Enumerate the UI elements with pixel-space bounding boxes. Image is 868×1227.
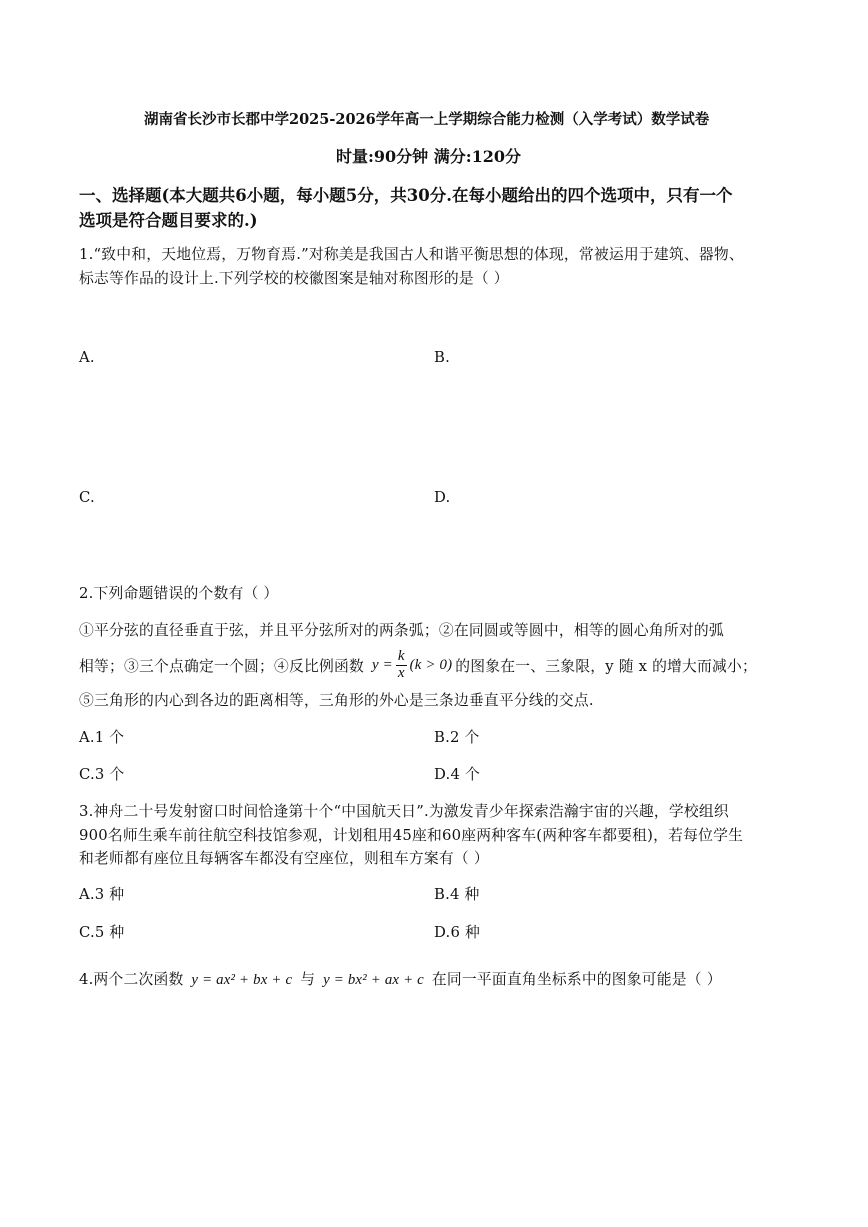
section-heading-line2: 选项是符合题目要求的.): [79, 211, 258, 230]
q1-option-d: D.: [434, 489, 451, 506]
q2-eq-y: y =: [371, 656, 393, 673]
q3-option-d: D.6 种: [434, 924, 480, 941]
q1-option-a: A.: [79, 349, 95, 366]
q3-option-a: A.3 种: [79, 886, 125, 903]
q3-line2: 900名师生乘车前往航空科技馆参观，计划租用45座和60座两种客车(两种客车都要租)，若每位学生: [79, 827, 744, 844]
q3-option-b: B.4 种: [434, 886, 480, 903]
q3-line3: 和老师都有座位且每辆客车都没有空座位，则租车方案有（ ）: [79, 850, 489, 867]
q3-line1: 3.神舟二十号发射窗口时间恰逢第十个“中国航天日”.为激发青少年探索浩瀚宇宙的兴趣，学校组织: [79, 803, 729, 820]
q2-line3: ⑤三角形的内心到各边的距离相等，三角形的外心是三条边垂直平分线的交点.: [79, 692, 594, 709]
q2-frac-num: k: [397, 647, 405, 664]
q4-post: 在同一平面直角坐标系中的图象可能是（ ）: [431, 971, 722, 988]
q4-pre: 4.两个二次函数: [79, 971, 184, 988]
q1-line1: 1.“致中和，天地位焉，万物育焉.”对称美是我国古人和谐平衡思想的体现，常被运用于建筑、器物、: [79, 246, 744, 263]
q2-fraction: [396, 649, 407, 682]
q2-line2-pre: 相等；③三个点确定一个圆；④反比例函数: [79, 657, 364, 675]
q2-option-c: C.3 个: [79, 766, 125, 783]
q2-line2: [79, 645, 757, 685]
q1-line2: 标志等作品的设计上.下列学校的校徽图案是轴对称图形的是（ ）: [79, 270, 509, 287]
q2-line1: ①平分弦的直径垂直于弦，并且平分弦所对的两条弧；②在同圆或等圆中，相等的圆心角所对的弧: [79, 622, 724, 639]
q2-condition: (k > 0): [409, 656, 453, 673]
q1-option-b: B.: [434, 349, 450, 366]
q4-line: [79, 968, 722, 989]
exam-title: 湖南省长沙市长郡中学2025-2026学年高一上学期综合能力检测（入学考试）数学试卷: [144, 111, 710, 128]
q2-option-b: B.2 个: [434, 729, 480, 746]
q3-option-c: C.5 种: [79, 924, 125, 941]
q2-line2-post: 的图象在一、三象限，y 随 x 的增大而减小；: [455, 657, 758, 675]
time-score: 时量:90分钟 满分:120分: [336, 147, 522, 166]
q4-function-2: y = bx² + ax + c: [323, 972, 424, 988]
q2-option-a: A.1 个: [79, 729, 125, 746]
q4-mid: 与: [300, 971, 316, 988]
q1-option-c: C.: [79, 489, 95, 506]
section-heading-line1: 一、选择题(本大题共6小题，每小题5分，共30分.在每小题给出的四个选项中，只有一个: [79, 186, 733, 205]
q2-stem: 2.下列命题错误的个数有（ ）: [79, 585, 279, 602]
q4-function-1: y = ax² + bx + c: [191, 972, 293, 988]
q2-frac-den: x: [397, 664, 405, 681]
q2-option-d: D.4 个: [434, 766, 480, 783]
